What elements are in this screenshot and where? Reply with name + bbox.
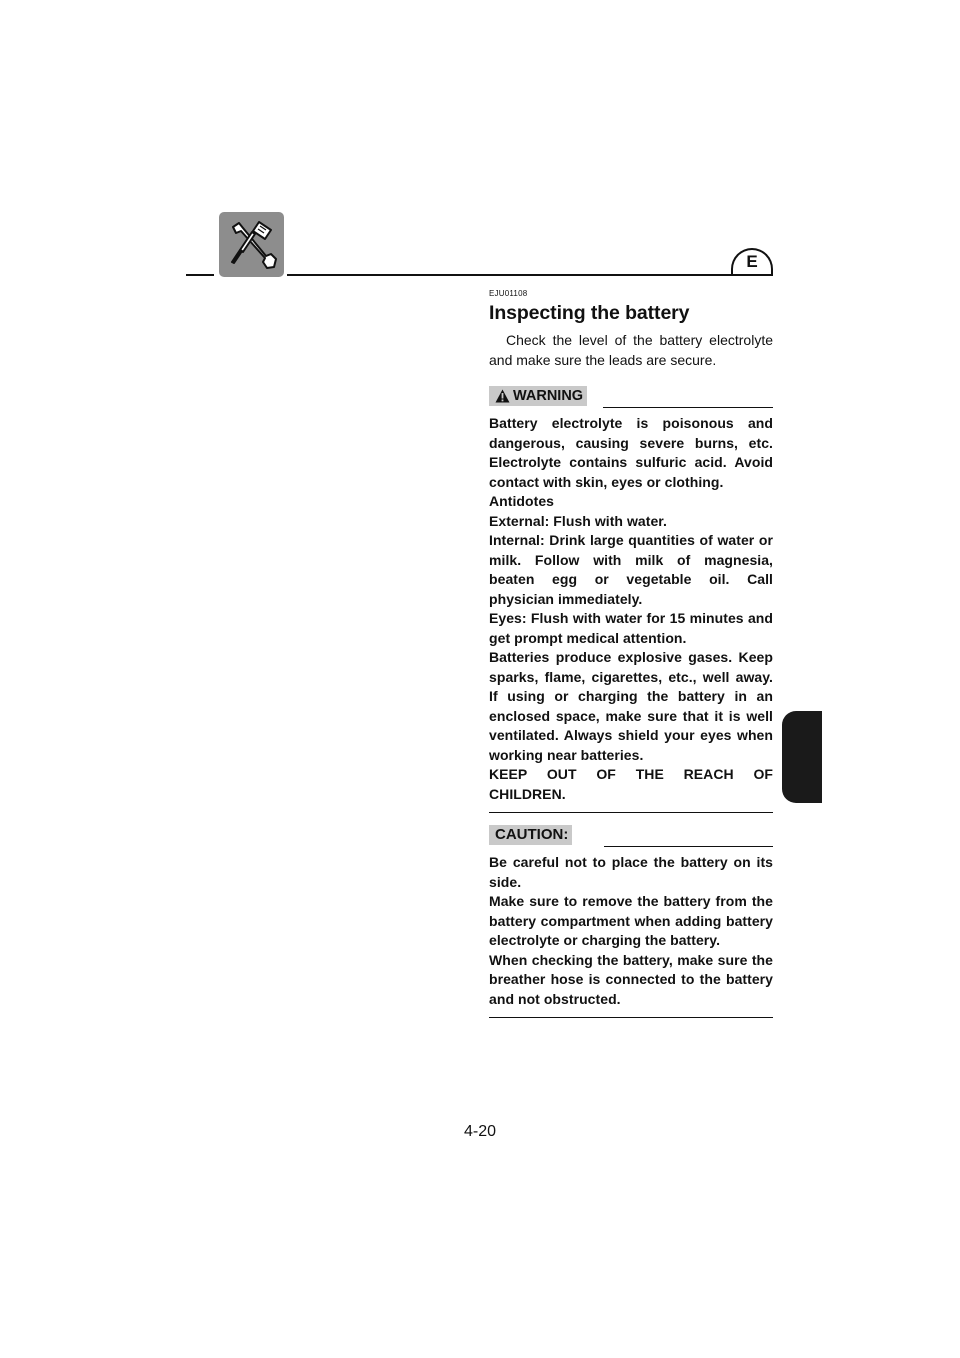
header-rule-right	[287, 274, 773, 276]
warning-triangle-icon	[495, 389, 510, 403]
header-rule-left	[186, 274, 214, 276]
wrench-screwdriver-icon	[219, 212, 284, 277]
warning-paragraph: Internal: Drink large quantities of water or milk. Follow with milk of magnesia, beaten egg or vegetable oil. Call physician immediately.	[489, 532, 773, 607]
warning-header	[489, 384, 773, 408]
section-title: Inspecting the battery	[489, 302, 690, 324]
warning-label	[489, 386, 587, 406]
caution-header-rule	[604, 846, 773, 847]
caution-header	[489, 823, 773, 847]
warning-body	[489, 414, 773, 804]
language-badge: E	[731, 248, 773, 274]
intro-paragraph: Check the level of the battery electrolyte and make sure the leads are secure.	[489, 332, 773, 368]
caution-body	[489, 853, 773, 1009]
caution-end-rule	[489, 1017, 773, 1018]
chapter-thumb-tab	[782, 711, 822, 803]
warning-paragraph: Eyes: Flush with water for 15 minutes and get prompt medical attention.	[489, 610, 773, 646]
main-content	[489, 289, 773, 1018]
page-number: 4-20	[463, 1123, 497, 1140]
caution-label: CAUTION:	[489, 825, 572, 845]
caution-paragraph: Be careful not to place the battery on its side.	[489, 854, 773, 890]
warning-end-rule	[489, 812, 773, 813]
warning-paragraph: KEEP OUT OF THE REACH OF CHILDREN.	[489, 766, 773, 802]
warning-label-text: WARNING	[513, 388, 584, 404]
warning-header-rule	[603, 407, 773, 408]
warning-paragraph: External: Flush with water.	[489, 512, 667, 529]
caution-paragraph: Make sure to remove the battery from the battery compartment when adding battery electrolyte or charging the battery.	[489, 893, 773, 948]
warning-paragraph: Batteries produce explosive gases. Keep sparks, flame, cigarettes, etc., well away. If using or charging the battery in an enclosed space, make sure that it is well ventilated. Always shield your eyes when working near batteries.	[489, 649, 773, 763]
section-code: EJU01108	[489, 289, 528, 298]
warning-paragraph: Battery electrolyte is poisonous and dangerous, causing severe burns, etc. Electrolyte contains sulfuric acid. Avoid contact with skin, eyes or clothing.	[489, 415, 773, 490]
caution-paragraph: When checking the battery, make sure the breather hose is connected to the battery and not obstructed.	[489, 951, 773, 1007]
warning-paragraph: Antidotes	[489, 493, 555, 509]
